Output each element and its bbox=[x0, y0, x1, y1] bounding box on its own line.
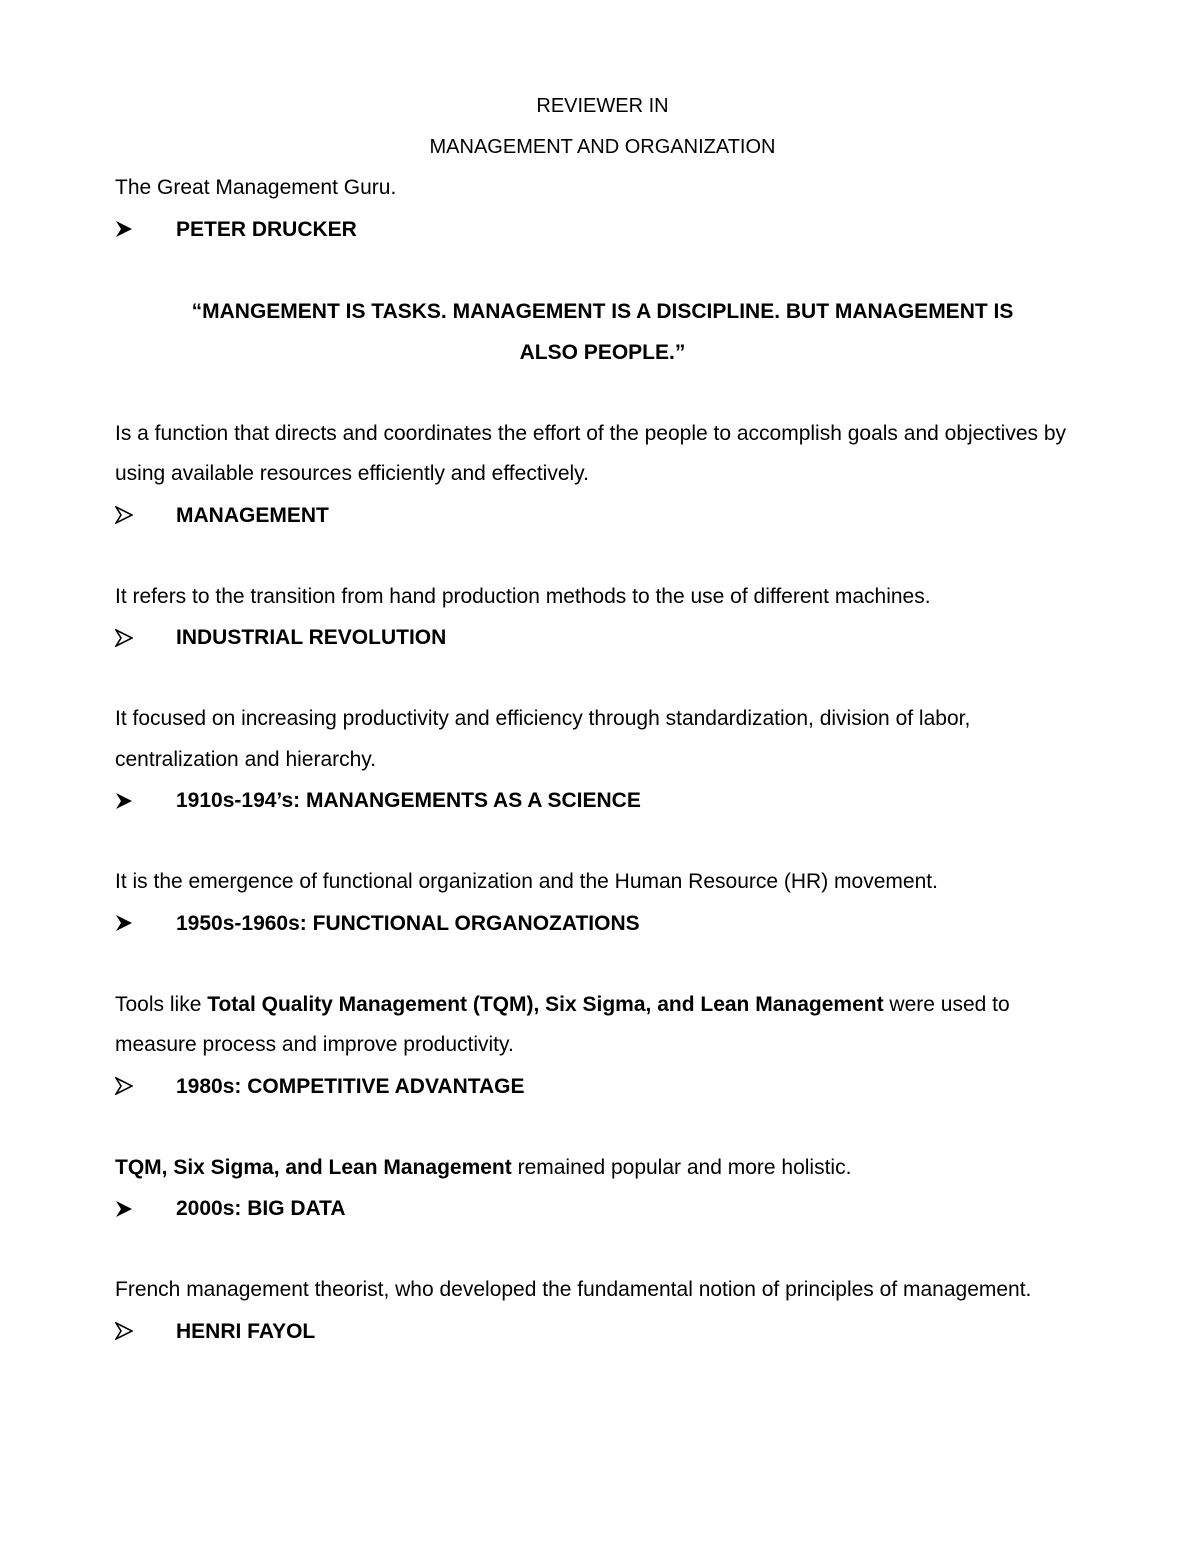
description-henri-fayol: French management theorist, who developed the fundamental notion of principles of management. bbox=[115, 1278, 1032, 1301]
term-management-science bbox=[115, 780, 1090, 821]
desc-text: Tools like bbox=[115, 992, 208, 1016]
term-big-data bbox=[115, 1188, 1090, 1229]
desc-bold-text: Total Quality Management (TQM), Six Sigma, and Lean Management bbox=[207, 992, 884, 1016]
term-label: MANAGEMENT bbox=[176, 503, 329, 527]
term-functional-organizations bbox=[115, 903, 1090, 944]
term-label: HENRI FAYOL bbox=[176, 1319, 316, 1343]
title-line-2: MANAGEMENT AND ORGANIZATION bbox=[429, 136, 776, 158]
arrowhead-bullet-icon bbox=[115, 903, 139, 944]
term-industrial-revolution bbox=[115, 617, 1090, 658]
term-label: 1980s: COMPETITIVE ADVANTAGE bbox=[176, 1074, 525, 1098]
term-label: INDUSTRIAL REVOLUTION bbox=[176, 626, 447, 649]
quote-line-1: “MANGEMENT IS TASKS. MANAGEMENT IS A DISCIPLINE. BUT MANAGEMENT IS bbox=[191, 299, 1014, 323]
arrowhead-bullet-icon bbox=[115, 780, 139, 821]
description-competitive-advantage bbox=[115, 985, 1090, 1066]
term-label: PETER DRUCKER bbox=[176, 217, 357, 241]
quote-line-2: ALSO PEOPLE.” bbox=[519, 340, 686, 364]
arrowhead-bullet-icon bbox=[115, 1066, 139, 1107]
arrowhead-bullet-icon bbox=[115, 209, 139, 250]
description-big-data bbox=[115, 1148, 1090, 1189]
term-henri-fayol bbox=[115, 1311, 1090, 1352]
term-competitive-advantage bbox=[115, 1066, 1090, 1107]
arrowhead-bullet-icon bbox=[115, 617, 139, 658]
desc-text: remained popular and more holistic. bbox=[511, 1155, 852, 1179]
term-management bbox=[115, 495, 1090, 536]
description-management-science: It focused on increasing productivity and efficiency through standardization, division of labor, centralization and hierarchy. bbox=[115, 707, 971, 771]
description-functional-organizations: It is the emergence of functional organization and the Human Resource (HR) movement. bbox=[115, 870, 938, 893]
description-industrial-revolution: It refers to the transition from hand production methods to the use of different machines. bbox=[115, 584, 931, 608]
title-line-1: REVIEWER IN bbox=[536, 95, 669, 117]
arrowhead-bullet-icon bbox=[115, 495, 139, 536]
term-label: 2000s: BIG DATA bbox=[176, 1197, 346, 1220]
term-peter-drucker bbox=[115, 209, 1090, 250]
term-label: 1950s-1960s: FUNCTIONAL ORGANOZATIONS bbox=[176, 911, 640, 935]
document-page bbox=[115, 86, 1090, 1352]
desc-text: were used to measure process and improve productivity. bbox=[115, 992, 1010, 1056]
arrowhead-bullet-icon bbox=[115, 1311, 139, 1352]
description-management: Is a function that directs and coordinates the effort of the people to accomplish goals and objectives by using available resources efficiently and effectively. bbox=[115, 421, 1067, 485]
intro-text: The Great Management Guru. bbox=[115, 176, 397, 199]
arrowhead-bullet-icon bbox=[115, 1188, 139, 1229]
desc-bold-text: TQM, Six Sigma, and Lean Management bbox=[115, 1155, 512, 1179]
drucker-quote bbox=[115, 291, 1090, 373]
term-label: 1910s-194’s: MANANGEMENTS AS A SCIENCE bbox=[176, 789, 641, 812]
